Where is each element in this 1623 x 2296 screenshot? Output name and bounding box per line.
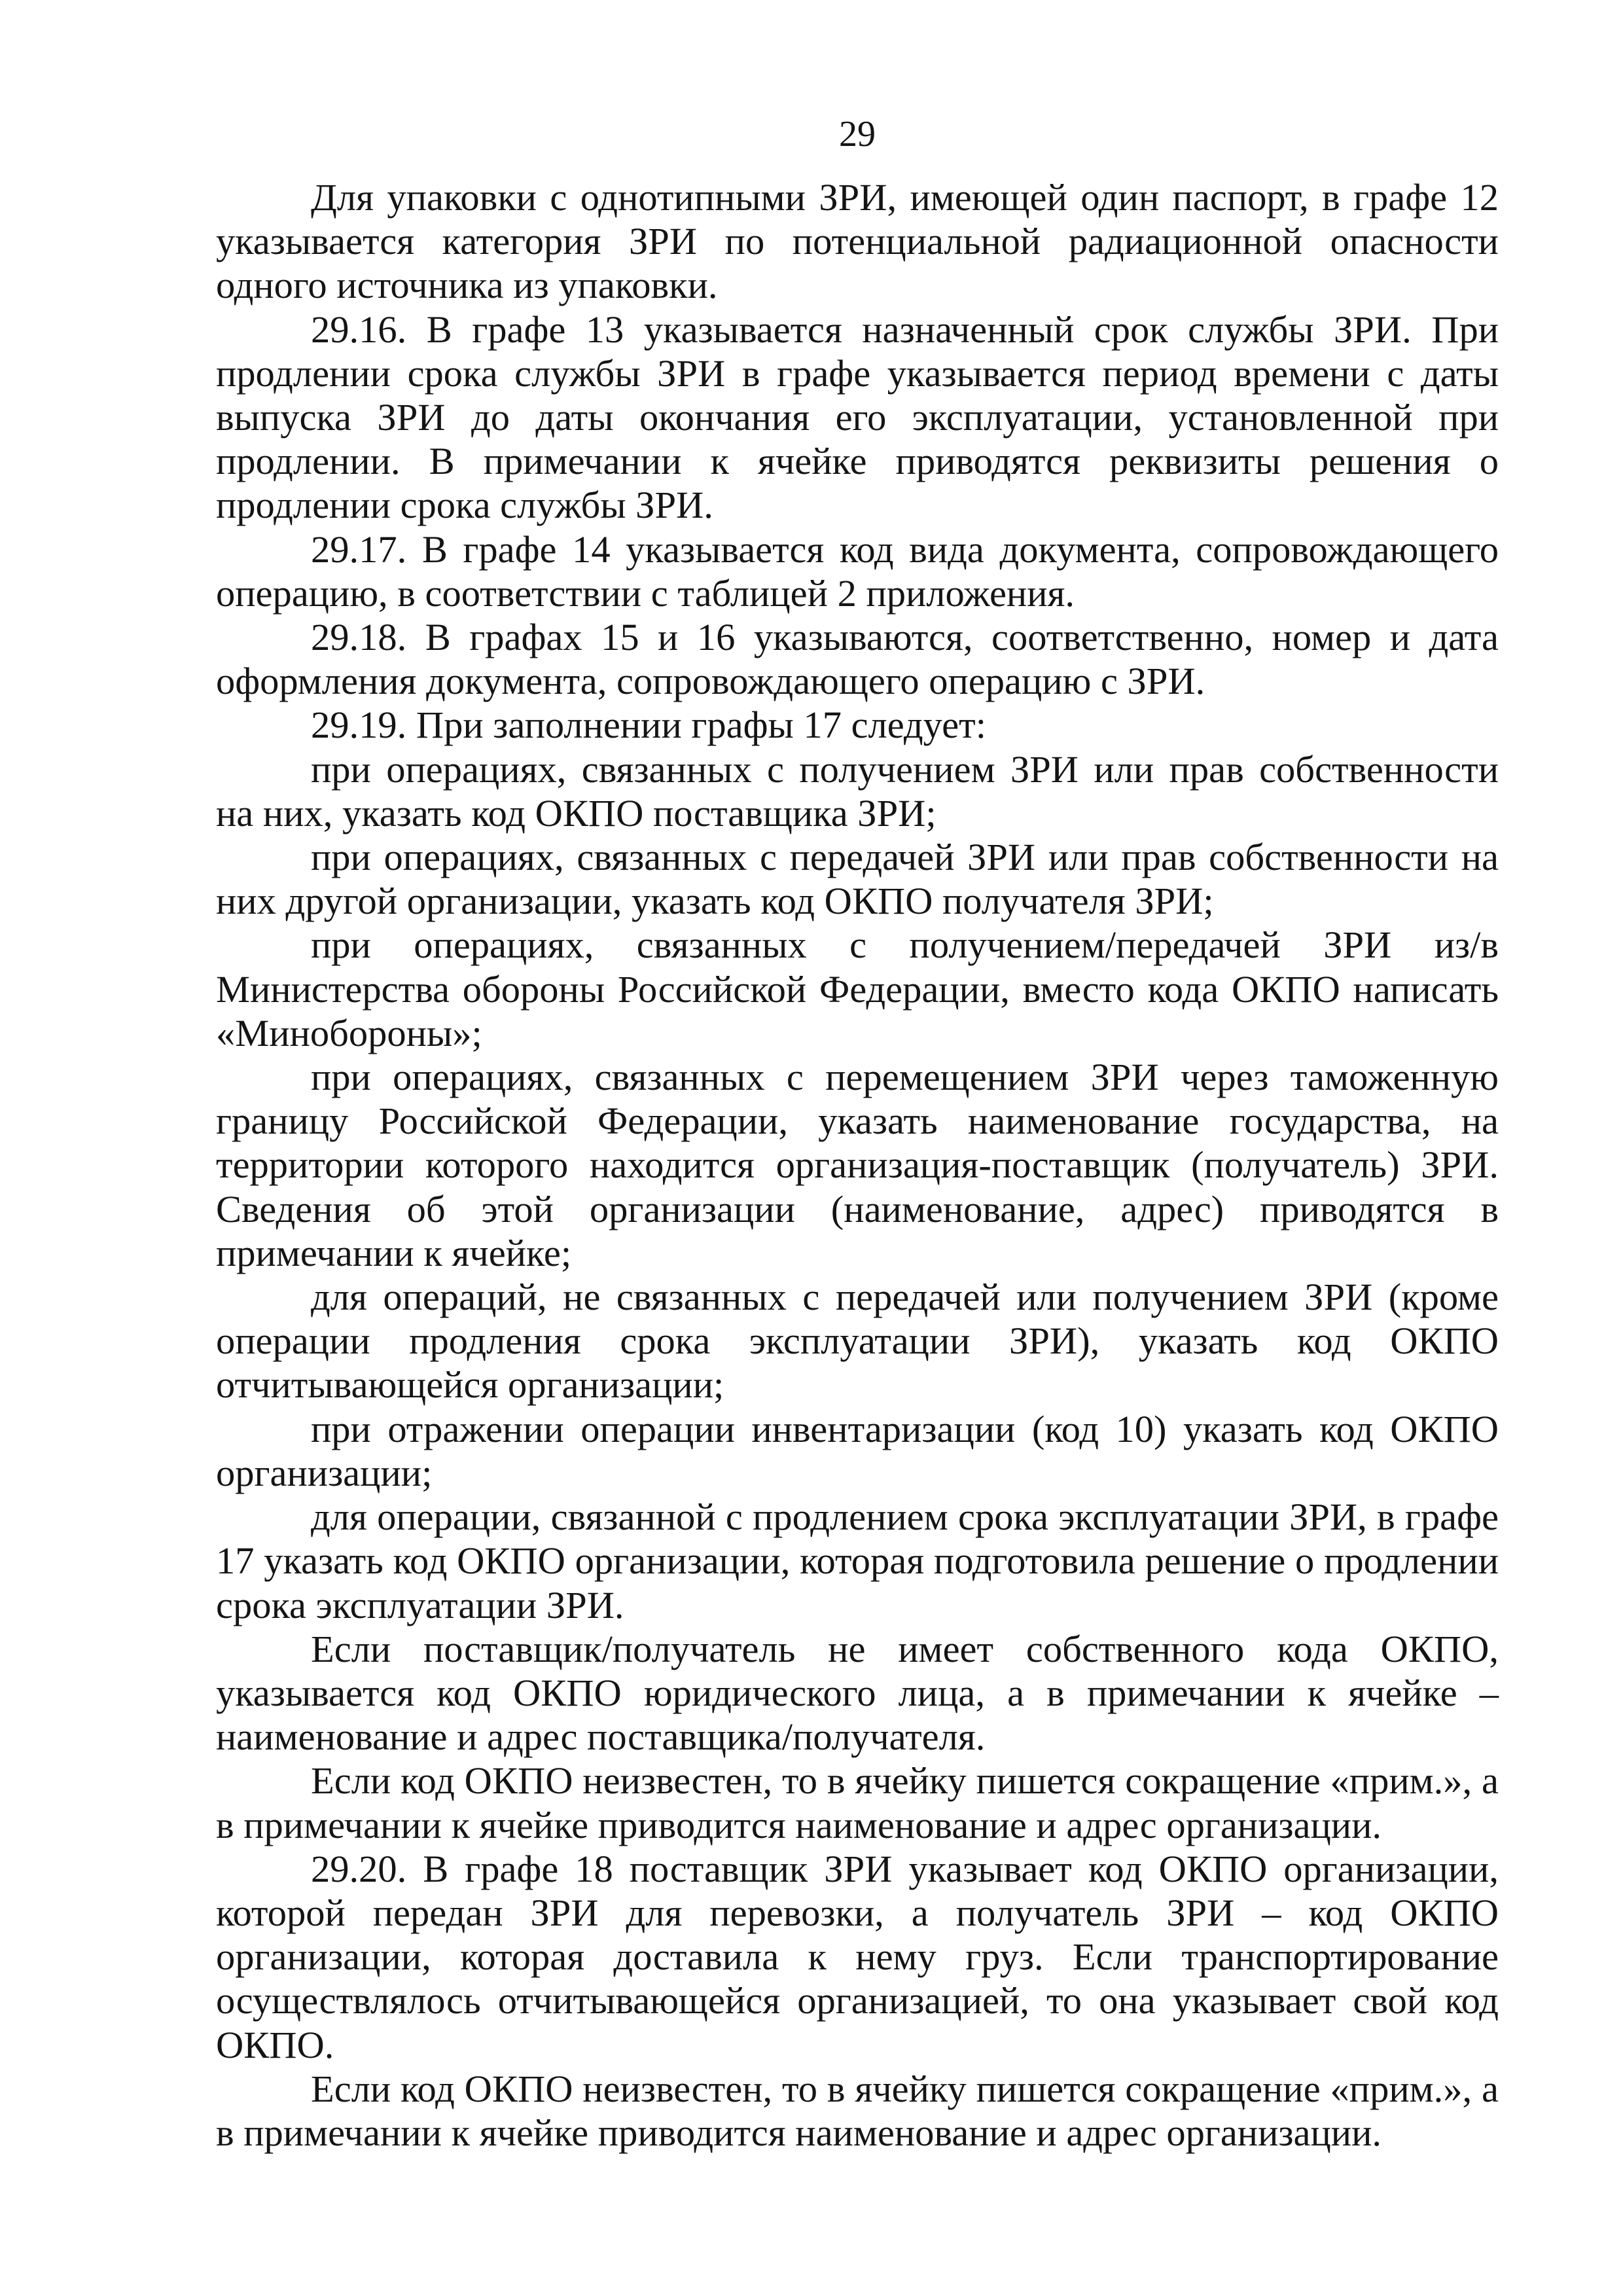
- paragraph: 29.20. В графе 18 поставщик ЗРИ указывает код ОКПО организации, которой передан ЗРИ для перевозки, а получатель ЗРИ – код ОКПО организации, которая доставила к нему груз. Если транспортирование осуществлялось отчитывающейся организацией, то она указывает свой код ОКПО.: [216, 1847, 1499, 2066]
- paragraph: Если код ОКПО неизвестен, то в ячейку пишется сокращение «прим.», а в примечании к ячейке приводится наименование и адрес организации.: [216, 1759, 1499, 1846]
- paragraph: 29.17. В графе 14 указывается код вида документа, сопровождающего операцию, в соответствии с таблицей 2 приложения.: [216, 528, 1499, 615]
- paragraph: при операциях, связанных с получением ЗРИ или прав собственности на них, указать код ОКПО поставщика ЗРИ;: [216, 747, 1499, 834]
- paragraph: Если код ОКПО неизвестен, то в ячейку пишется сокращение «прим.», а в примечании к ячейке приводится наименование и адрес организации.: [216, 2067, 1499, 2154]
- paragraph: при операциях, связанных с передачей ЗРИ или прав собственности на них другой организации, указать код ОКПО получателя ЗРИ;: [216, 836, 1499, 923]
- paragraph: при операциях, связанных с получением/передачей ЗРИ из/в Министерства обороны Российской Федерации, вместо кода ОКПО написать «Минобороны»;: [216, 924, 1499, 1054]
- paragraph: при операциях, связанных с перемещением ЗРИ через таможенную границу Российской Федерации, указать наименование государства, на территории которого находится организация-поставщик (получатель) ЗРИ. Сведения об этой организации (наименование, адрес) приводятся в примечании к ячейке;: [216, 1056, 1499, 1274]
- paragraph: Для упаковки с однотипными ЗРИ, имеющей один паспорт, в графе 12 указывается категория ЗРИ по потенциальной радиационной опасности одного источника из упаковки.: [216, 176, 1499, 307]
- paragraph: 29.16. В графе 13 указывается назначенный срок службы ЗРИ. При продлении срока службы ЗРИ в графе указывается период времени с даты выпуска ЗРИ до даты окончания его эксплуатации, установленной при продлении. В примечании к ячейке приводятся реквизиты решения о продлении срока службы ЗРИ.: [216, 308, 1499, 527]
- paragraph: для операций, не связанных с передачей или получением ЗРИ (кроме операции продления срока эксплуатации ЗРИ), указать код ОКПО отчитывающейся организации;: [216, 1276, 1499, 1407]
- body-text: [216, 175, 1499, 2155]
- paragraph: при отражении операции инвентаризации (код 10) указать код ОКПО организации;: [216, 1407, 1499, 1494]
- paragraph: Если поставщик/получатель не имеет собственного кода ОКПО, указывается код ОКПО юридического лица, а в примечании к ячейке – наименование и адрес поставщика/получателя.: [216, 1627, 1499, 1759]
- page-number: 29: [839, 114, 876, 154]
- paragraph: 29.19. При заполнении графы 17 следует:: [311, 704, 986, 747]
- paragraph: 29.18. В графах 15 и 16 указываются, соответственно, номер и дата оформления документа, сопровождающего операцию с ЗРИ.: [216, 616, 1499, 703]
- paragraph: для операции, связанной с продлением срока эксплуатации ЗРИ, в графе 17 указать код ОКПО организации, которая подготовила решение о продлении срока эксплуатации ЗРИ.: [216, 1496, 1499, 1626]
